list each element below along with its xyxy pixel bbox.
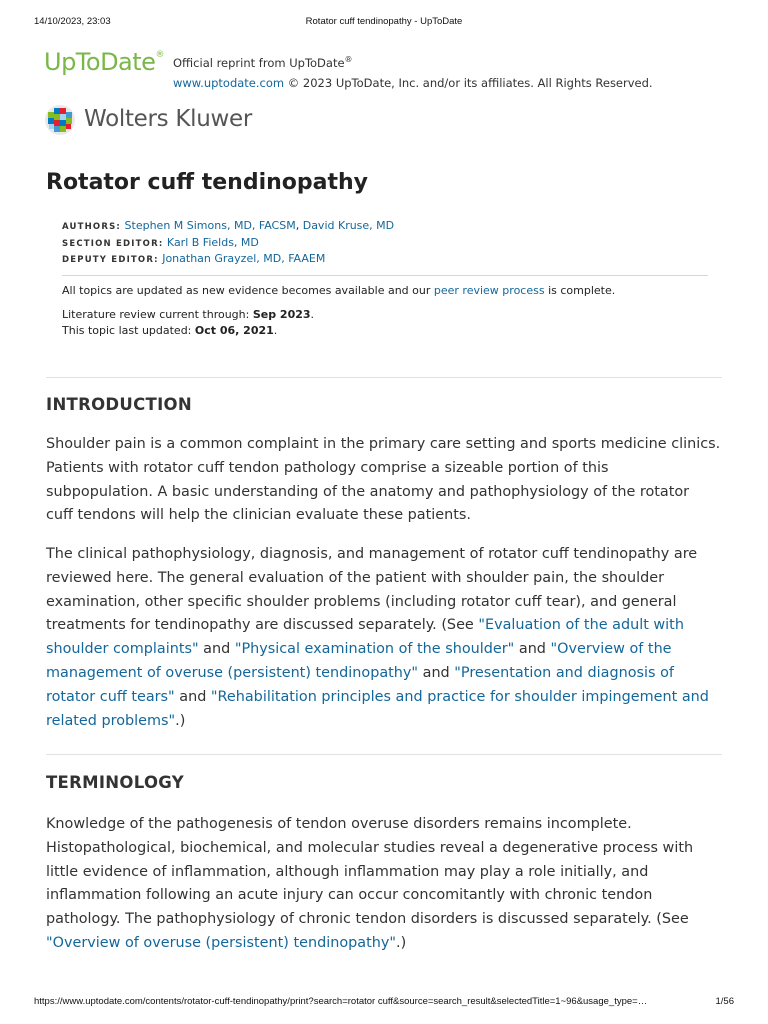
wolters-kluwer-mark-icon bbox=[44, 104, 78, 136]
topic-link[interactable]: management of overuse (persistent) tendinopathy" bbox=[46, 664, 419, 681]
intro-paragraph-1: Shoulder pain is a common complaint in the primary care setting and sports medicine clinics. Patients with rotator cuff tendon pathology comprise a sizeable portion of this subpopulation. A basic understanding of the anatomy and pathophysiology of the rotator cuff tendons will help the clinician evaluate these patients. bbox=[46, 436, 721, 524]
section-editor-row bbox=[62, 235, 722, 252]
section-heading-terminology: TERMINOLOGY bbox=[46, 773, 185, 792]
section-editor-label: SECTION EDITOR: bbox=[62, 238, 164, 249]
terminology-paragraph-1: Knowledge of the pathogenesis of tendon overuse disorders remains incomplete. Histopathological, biochemical, and molecular studies reveal a degenerative process with little evidence of inflammation, although inflammation may play a role initially, and inflammation following an acute injury can occur concomitantly with chronic tendon pathology. The pathophysiology of chronic tendon disorders is discussed separately. (See "Overview of overuse (persistent) tendinopathy".) bbox=[46, 816, 694, 951]
section-editor-link[interactable]: Karl B Fields, MD bbox=[166, 235, 259, 249]
print-url: https://www.uptodate.com/contents/rotator-cuff-tendinopathy/print?search=rotator cuff&source=search_result&selectedTitle=1~96&usage_type=… bbox=[34, 996, 648, 1007]
uptodate-logo: UpToDate® bbox=[44, 48, 164, 76]
copyright-text: © 2023 UpToDate, Inc. and/or its affiliates. All Rights Reserved. bbox=[284, 75, 653, 90]
topic-link[interactable]: rotator cuff tears" bbox=[46, 688, 175, 705]
review-dates bbox=[62, 307, 314, 339]
topic-link[interactable]: shoulder complaints" bbox=[46, 641, 199, 658]
authors-row: AUTHORS: Stephen M Simons, MD, FACSM, David Kruse, MD bbox=[62, 219, 395, 232]
author-link[interactable]: David Kruse, MD bbox=[302, 219, 395, 232]
section-divider bbox=[46, 377, 722, 378]
print-page-number: 1/56 bbox=[715, 996, 734, 1007]
meta-divider bbox=[62, 275, 708, 276]
publisher-name: Wolters Kluwer bbox=[84, 106, 253, 132]
article-meta bbox=[62, 218, 722, 268]
last-updated-date: This topic last updated: Oct 06, 2021. bbox=[62, 324, 278, 337]
print-page-title: Rotator cuff tendinopathy - UpToDate bbox=[305, 16, 463, 27]
wolters-kluwer-logo bbox=[44, 104, 284, 136]
intro-paragraph-2: The clinical pathophysiology, diagnosis, and management of rotator cuff tendinopathy are reviewed here. The general evaluation of the patient with shoulder pain, the shoulder examination, other specific shoulder problems (including rotator cuff tear), and general treatments for tendinopathy are discussed separately. (See "Evaluation of the adult with shoulder complaints" and "Physical examination of the shoulder" and "Overview of the management of overuse (persistent) tendinopathy" and "Presentation and diagnosis of rotator cuff tears" and "Rehabilitation principles and practice for shoulder impingement and related problems".) bbox=[46, 546, 709, 729]
section-heading-introduction: INTRODUCTION bbox=[46, 395, 192, 414]
brand-header bbox=[44, 48, 734, 88]
deputy-editor-row bbox=[62, 251, 722, 268]
print-header bbox=[0, 12, 768, 26]
print-datetime: 14/10/2023, 23:03 bbox=[34, 16, 111, 27]
topic-link[interactable]: "Presentation and diagnosis of bbox=[454, 664, 674, 681]
section-divider bbox=[46, 754, 722, 755]
deputy-editor-label: DEPUTY EDITOR: bbox=[62, 255, 159, 265]
topic-link[interactable]: related problems" bbox=[46, 712, 176, 729]
topic-link[interactable]: "Overview of the bbox=[550, 641, 672, 658]
uptodate-site-link[interactable]: www.uptodate.com bbox=[173, 75, 285, 90]
peer-review-link[interactable]: peer review process bbox=[433, 284, 545, 297]
topic-link[interactable]: "Overview of overuse (persistent) tendinopathy" bbox=[46, 934, 397, 951]
topic-link[interactable]: "Physical examination of the shoulder" bbox=[234, 641, 515, 658]
update-notice: All topics are updated as new evidence becomes available and our peer review process is complete. bbox=[62, 284, 616, 297]
literature-review-date: Literature review current through: Sep 2023. bbox=[62, 308, 315, 321]
topic-link[interactable]: "Rehabilitation principles and practice for shoulder impingement and bbox=[210, 688, 709, 705]
authors-label: AUTHORS: bbox=[62, 222, 122, 232]
article-title: Rotator cuff tendinopathy bbox=[46, 170, 369, 195]
print-footer bbox=[0, 994, 768, 1008]
author-link[interactable]: Stephen M Simons, MD, FACSM bbox=[124, 219, 296, 232]
topic-link[interactable]: "Evaluation of the adult with bbox=[478, 617, 684, 634]
reprint-notice: Official reprint from UpToDate® www.uptodate.com © 2023 UpToDate, Inc. and/or its affiliates. All Rights Reserved. bbox=[173, 55, 653, 90]
deputy-editor-link[interactable]: Jonathan Grayzel, MD, FAAEM bbox=[162, 252, 326, 265]
